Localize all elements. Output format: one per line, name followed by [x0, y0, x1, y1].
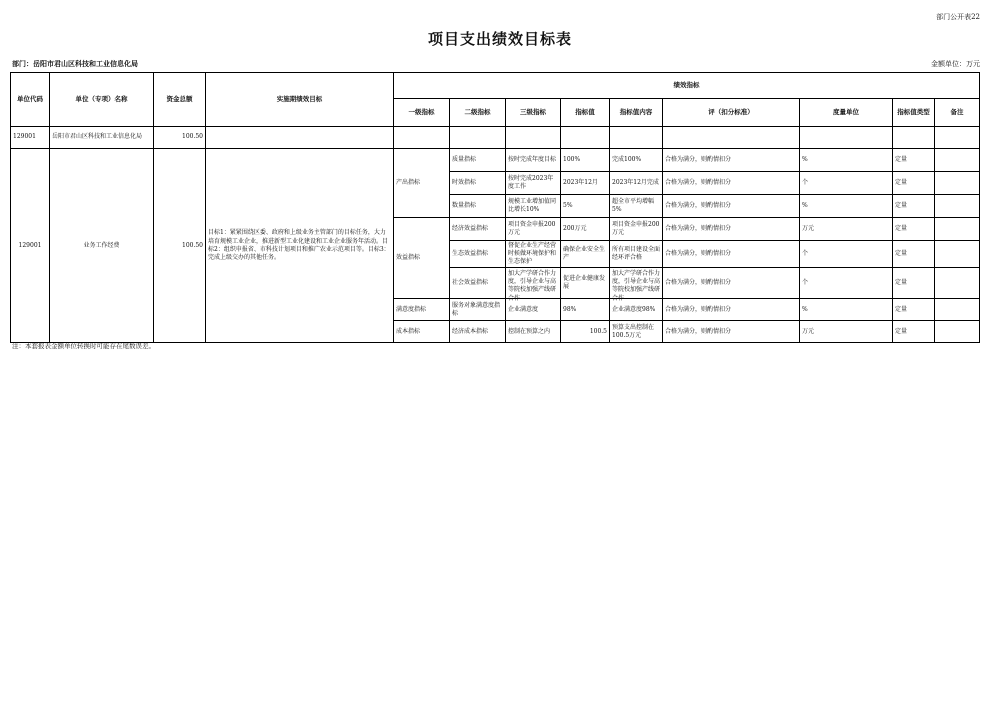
- indicator-value: 促进企业健康发展: [561, 268, 610, 299]
- indicator-remark: [935, 195, 980, 218]
- indicator-remark: [935, 268, 980, 299]
- indicator-remark: [935, 149, 980, 172]
- indicator-type: 定量: [893, 321, 935, 343]
- header-level1: 一级指标: [394, 99, 450, 127]
- indicator-type: 定量: [893, 195, 935, 218]
- header-total-funds: 资金总额: [154, 73, 206, 127]
- indicator-scoring: 合格为满分，则酌情扣分: [663, 172, 800, 195]
- header-unit-name: 单位（专项）名称: [50, 73, 154, 127]
- indicator-content: 预算支出控制在100.5万元: [610, 321, 663, 343]
- indicator-type: 定量: [893, 218, 935, 241]
- header-level2: 二级指标: [450, 99, 506, 127]
- indicator-type: 定量: [893, 268, 935, 299]
- indicator-type: 定量: [893, 172, 935, 195]
- indicator-value: 5%: [561, 195, 610, 218]
- project-amount: 100.50: [154, 149, 206, 343]
- indicator-remark: [935, 321, 980, 343]
- indicator-l2: 质量指标: [450, 149, 506, 172]
- header-row-1: [11, 73, 980, 99]
- indicator-unit: 个: [800, 172, 893, 195]
- indicator-l2: 数量指标: [450, 195, 506, 218]
- indicator-l2: 时效指标: [450, 172, 506, 195]
- indicator-scoring: 合格为满分，则酌情扣分: [663, 268, 800, 299]
- indicator-type: 定量: [893, 149, 935, 172]
- table-row: [11, 149, 980, 172]
- indicator-scoring: 合格为满分，则酌情扣分: [663, 195, 800, 218]
- indicator-remark: [935, 241, 980, 268]
- indicator-remark: [935, 218, 980, 241]
- indicator-value: 2023年12月: [561, 172, 610, 195]
- page-number-label: 部门公开表22: [936, 13, 980, 21]
- indicator-l2: 经济效益指标: [450, 218, 506, 241]
- performance-table: [10, 72, 980, 343]
- department-label: 部门：岳阳市君山区科技和工业信息化局: [12, 60, 138, 68]
- project-code: 129001: [11, 149, 50, 343]
- indicator-value: 100%: [561, 149, 610, 172]
- header-measure-unit: 度量单位: [800, 99, 893, 127]
- indicator-type: 定量: [893, 241, 935, 268]
- header-goal: 实施期绩效目标: [206, 73, 394, 127]
- indicator-scoring: 合格为满分，则酌情扣分: [663, 299, 800, 321]
- indicator-unit: 个: [800, 241, 893, 268]
- indicator-unit: %: [800, 195, 893, 218]
- indicator-l3: 规模工业增加值同比增长10%: [506, 195, 561, 218]
- level1-cost: 成本指标: [394, 321, 450, 343]
- indicator-value: 确保企业安全生产: [561, 241, 610, 268]
- footnote: 注：本套报表金额单位转换时可能存在尾数误差。: [12, 342, 155, 350]
- indicator-value: 98%: [561, 299, 610, 321]
- header-level3: 三级指标: [506, 99, 561, 127]
- indicator-content: 企业满意度98%: [610, 299, 663, 321]
- indicator-unit: %: [800, 299, 893, 321]
- indicator-value: 100.5: [561, 321, 610, 343]
- indicator-remark: [935, 299, 980, 321]
- indicator-content: 2023年12月完成: [610, 172, 663, 195]
- level1-output: 产出指标: [394, 149, 450, 218]
- indicator-content: 所有项目建设全面经环评合格: [610, 241, 663, 268]
- indicator-content: 完成100%: [610, 149, 663, 172]
- summary-row: [11, 127, 980, 149]
- indicator-l3: 按时完成2023年度工作: [506, 172, 561, 195]
- indicator-remark: [935, 172, 980, 195]
- indicator-content: 加大产学研合作力度，引导企业与高等院校加强产线研合作: [610, 268, 663, 299]
- indicator-content: 项目资金申报200万元: [610, 218, 663, 241]
- indicator-value: 200万元: [561, 218, 610, 241]
- header-value-type: 指标值类型: [893, 99, 935, 127]
- header-perf-indicators: 绩效指标: [394, 73, 980, 99]
- indicator-l3: 项目资金申报200万元: [506, 218, 561, 241]
- indicator-l2: 生态效益指标: [450, 241, 506, 268]
- indicator-l3: 按时完成年度目标: [506, 149, 561, 172]
- indicator-scoring: 合格为满分，则酌情扣分: [663, 218, 800, 241]
- indicator-l2: 社会效益指标: [450, 268, 506, 299]
- indicator-unit: 万元: [800, 321, 893, 343]
- indicator-l3: 企业满意度: [506, 299, 561, 321]
- indicator-unit: 个: [800, 268, 893, 299]
- indicator-unit: %: [800, 149, 893, 172]
- indicator-l3: 加大产学研合作力度，引导企业与高等院校加强产线研合作: [506, 268, 561, 299]
- header-content: 指标值内容: [610, 99, 663, 127]
- summary-code: 129001: [11, 127, 50, 149]
- indicator-l3: 督促企业生产经营时候做环境保护和生态保护: [506, 241, 561, 268]
- indicator-scoring: 合格为满分，则酌情扣分: [663, 321, 800, 343]
- indicator-scoring: 合格为满分，则酌情扣分: [663, 149, 800, 172]
- summary-amount: 100.50: [154, 127, 206, 149]
- summary-name: 岳阳市君山区科技和工业信息化局: [50, 127, 154, 149]
- indicator-unit: 万元: [800, 218, 893, 241]
- indicator-l2: 服务对象满意度指标: [450, 299, 506, 321]
- level1-benefit: 效益指标: [394, 218, 450, 299]
- indicator-content: 超全市平均增幅5%: [610, 195, 663, 218]
- header-remark: 备注: [935, 99, 980, 127]
- indicator-l2: 经济成本指标: [450, 321, 506, 343]
- amount-unit-label: 金额单位：万元: [931, 60, 980, 68]
- header-scoring: 评（扣分标准）: [663, 99, 800, 127]
- header-unit-code: 单位代码: [11, 73, 50, 127]
- project-goal: 目标1：紧紧围绕区委、政府和上级业务主管部门的目标任务，大力培育规模工业企业，推进新型工业化建设和工业企业服务年活动。目标2：组织申报省、市科技计划项目和推广农业示范项目等。目标3：完成上级交办的其他任务。: [206, 149, 394, 343]
- header-value: 指标值: [561, 99, 610, 127]
- level1-satisfaction: 满意度指标: [394, 299, 450, 321]
- page-title: 项目支出绩效目标表: [427, 30, 572, 48]
- indicator-l3: 控制在预算之内: [506, 321, 561, 343]
- project-name: 业务工作经费: [50, 149, 154, 343]
- indicator-type: 定量: [893, 299, 935, 321]
- indicator-scoring: 合格为满分，则酌情扣分: [663, 241, 800, 268]
